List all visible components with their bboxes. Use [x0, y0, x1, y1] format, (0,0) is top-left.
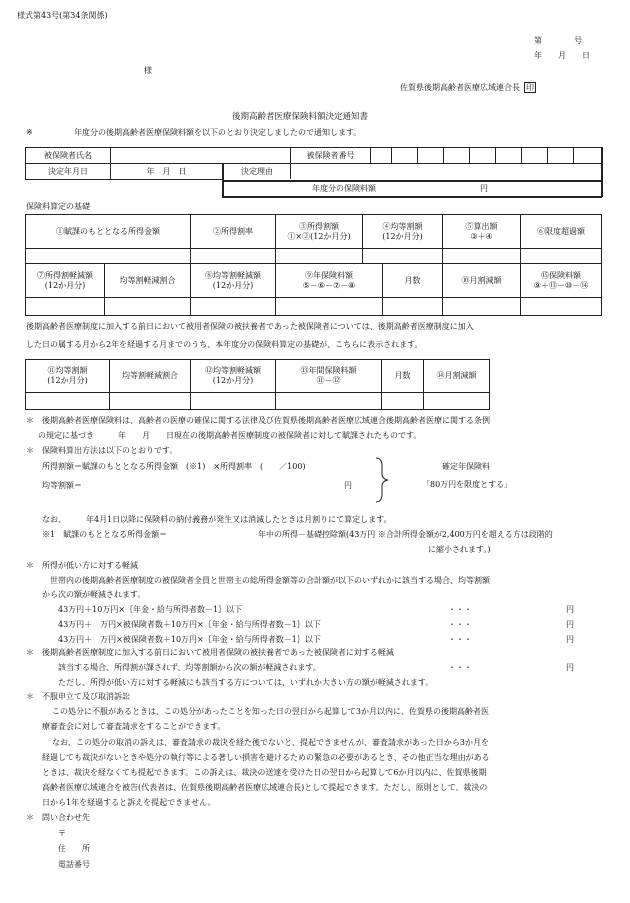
calculated-label: ⑤算出額: [465, 221, 498, 231]
calculated-header: [443, 215, 520, 248]
low-income-row1-dots: ・・・: [448, 605, 472, 614]
intro-mark: ※: [26, 128, 33, 137]
note1-asterisk: ＊: [26, 416, 34, 425]
dep-flat-reduction-header: [191, 360, 275, 392]
issue-date: 年 月 日: [534, 51, 590, 60]
basis-title: 保険料算定の基礎: [26, 202, 90, 211]
dependent-reduction-yen: 円: [566, 663, 574, 672]
dep-annual-premium-formula: ⑪－⑫: [316, 376, 341, 385]
dep-flat-levy-header: [26, 360, 109, 392]
issuer-name: 佐賀県後期高齢者医療広域連合長: [400, 83, 520, 92]
dependent-reduction-dots: ・・・: [448, 663, 472, 672]
note2-asterisk: ＊: [26, 446, 34, 455]
annual-premium-col-label: ⑨年保険料額: [305, 270, 353, 280]
income-rate-header: ②所得割率: [213, 226, 253, 236]
premium-amount-formula: ⑨＋⑬－⑩－⑭: [533, 280, 589, 290]
low-income-title: 所得が低い方に対する軽減: [42, 561, 138, 570]
star1-text2: に縮小されます。): [428, 545, 491, 554]
postal-mark: 〒: [58, 829, 66, 838]
calculated-formula: ③＋④: [470, 231, 493, 241]
addressee: 様: [144, 66, 152, 75]
flat-levy-header: [363, 215, 442, 248]
annual-premium-label: 年度分の保険料額: [312, 184, 376, 193]
dependent-note-line1: 後期高齢者医療制度に加入する前日において被用者保険の被扶養者であった被保険者については、後期高齢者医療制度に加入: [26, 322, 474, 331]
flat-levy-label: ④均等割額: [382, 221, 423, 231]
low-income-asterisk: ＊: [26, 561, 34, 570]
april-note: なお、 年4月1日以降に保険料の納付義務が発生又は消滅したときは月割りにて算定します。: [42, 515, 392, 524]
note2-text: 保険料算出方法は以下のとおりです。: [42, 446, 178, 455]
low-income-row1-yen: 円: [566, 605, 574, 614]
appeal-para2-line5: 日から1年を経過すると訴えを提起できません。: [42, 798, 216, 807]
low-income-row3-yen: 円: [566, 635, 574, 644]
months-header: 月数: [404, 275, 421, 285]
confirmed-premium-limit: 「80万円を限度とする」: [422, 480, 513, 489]
income-basis-header: ①賦課のもととなる所得金額: [56, 226, 160, 236]
decision-date-label: 決定年月日: [48, 166, 88, 176]
income-reduction-header: [26, 264, 104, 297]
premium-amount-header: [521, 264, 601, 297]
appeal-title: 不服申立て及び取消訴訟: [42, 692, 130, 701]
confirmed-premium-label: 確定年保険料: [442, 462, 490, 471]
star1-label: ※1 賦課のもととなる所得金額＝: [42, 530, 168, 539]
flat-reduction-label: ⑧均等割軽減額: [205, 270, 261, 280]
flat-reduction-period: (12か月分): [212, 280, 254, 290]
contact-asterisk: ＊: [26, 813, 34, 822]
premium-amount-label: ⑮保険料額: [541, 270, 581, 280]
seal-stamp: 印: [526, 83, 534, 92]
dep-annual-premium-header: [276, 360, 381, 392]
form-number: 様式第43号(第34条関係): [17, 11, 108, 20]
low-income-desc1: 世帯内の後期高齢者医療制度の被保険者全員と世帯主の総所得金額等の合計額が以下のいずれかに該当する場合、均等割額: [50, 576, 490, 585]
address-label: 住 所: [58, 844, 90, 853]
document-title: 後期高齢者医療保険料額決定通知書: [232, 112, 369, 122]
dep-flat-reduction-label: ⑫均等割軽減額: [205, 366, 261, 375]
appeal-para2-line4: 高齢者医療広域連合を被告(代表者は、佐賀県後期高齢者医療広域連合長)として提起できます。ただし、原則として、裁決の: [42, 783, 488, 792]
income-levy-label: ③所得割額: [299, 221, 339, 231]
dep-annual-premium-label: ⑬年間保険料額: [300, 366, 357, 375]
income-reduction-label: ⑦所得割軽減額: [37, 270, 93, 280]
appeal-para1-line1: この処分に不服があるときは、この処分があったことを知った日の翌日から起算して3か月以内に、佐賀県の後期高齢者医: [52, 707, 490, 716]
document-number: 第 号: [534, 36, 582, 45]
low-income-row3: 43万円＋ 万円×被保険者数＋10万円×｛年金・給与所得者数－1｝以下: [58, 635, 321, 644]
decision-date-value: 年 月 日: [146, 166, 187, 176]
dep-flat-levy-period: (12か月分): [47, 376, 88, 385]
appeal-para2-line3: ときは、裁決を経なくても提起できます。この訴えは、裁決の送達を受けた日の翌日から起算して6か月以内に、佐賀県後期: [42, 768, 487, 777]
contact-title: 問い合わせ先: [42, 813, 90, 822]
issuer: [400, 82, 536, 93]
dependent-reduction-asterisk: ＊: [26, 648, 34, 657]
calc-flat-levy: 均等割額＝: [42, 481, 82, 490]
phone-label: 電話番号: [58, 860, 90, 869]
star1-text: 年中の所得－基礎控除額(43万円 ※合計所得金額が2,400万円を超える方は段階的: [258, 530, 553, 539]
note1-line1: 後期高齢者医療保険料は、高齢者の医療の確保に関する法律及び佐賀県後期高齢者医療広域連合後期高齢者医療に関する条例: [42, 416, 490, 425]
annual-premium-formula: ⑤－⑥－⑦－⑧: [302, 280, 356, 290]
income-levy-header: [276, 215, 362, 248]
appeal-para2-line1: なお、この処分の取消の訴えは、審査請求の裁決を経た後でないと、提起できませんが、審査請求があった日から3か月を: [52, 738, 490, 747]
insured-name-label: 被保険者氏名: [44, 150, 92, 160]
income-levy-formula: ①×②(12か月分): [287, 231, 351, 241]
dependent-reduction-note: ただし、所得が低い方に対する軽減にも該当する方については、いずれか大きい方の額が軽減されます。: [58, 678, 434, 687]
low-income-row2-dots: ・・・: [448, 620, 472, 629]
low-income-row2: 43万円＋ 万円×被保険者数＋10万円×｛年金・給与所得者数－1｝以下: [58, 620, 321, 629]
low-income-desc2: から次の額が軽減されます。: [42, 590, 146, 599]
dep-flat-levy-label: ⑪均等割額: [47, 366, 88, 375]
appeal-para2-line2: 経過しても裁決がないときや処分の執行等による著しい損害を避けるための緊急の必要があるとき、その他正当な理由がある: [42, 753, 490, 762]
dep-reduction-ratio-header: 均等割軽減割合: [122, 371, 178, 380]
calc-income-levy: 所得割額＝賦課のもととなる所得金額 (※1) ×所得割率 ( ／100): [42, 462, 306, 471]
annual-premium-yen: 円: [480, 184, 488, 193]
appeal-asterisk: ＊: [26, 692, 34, 701]
low-income-row2-yen: 円: [566, 620, 574, 629]
flat-reduction-header: [191, 264, 275, 297]
decision-reason-label: 決定理由: [241, 166, 273, 176]
dep-flat-reduction-period: (12か月分): [212, 376, 254, 385]
annual-premium-header: [276, 264, 382, 297]
insured-number-label: 被保険者番号: [306, 150, 355, 160]
monthly-reduction-header: ⑩月割減額: [461, 275, 502, 285]
dep-monthly-reduction-header: ⑭月割減額: [436, 371, 477, 380]
appeal-para1-line2: 療審査会に対して審査請求をすることができます。: [42, 722, 226, 731]
dependent-note-line2: した日の属する月から2年を経過する月までのうち、本年度分の保険料算定の基礎が、こちらに表示されます。: [26, 340, 423, 349]
intro-text: 年度分の後期高齢者医療保険料額を以下のとおり決定しましたので通知します。: [74, 128, 362, 137]
flat-levy-period: (12か月分): [382, 231, 423, 241]
flat-reduction-ratio-header: 均等割軽減割合: [119, 275, 176, 285]
low-income-row1: 43万円＋10万円×｛年金・給与所得者数－1｝以下: [58, 605, 243, 614]
note1-line2: の規定に基づき 年 月 日現在の後期高齢者医療制度の被保険者に対して賦課されたものです。: [38, 431, 422, 440]
brace-icon: [374, 456, 392, 504]
dependent-reduction-title: 後期高齢者医療制度に加入する前日において被用者保険の被扶養者であった被保険者に対する軽減: [42, 648, 394, 657]
income-reduction-period: (12か月分): [44, 280, 86, 290]
over-limit-header: ⑥限度超過額: [537, 226, 585, 236]
calc-flat-yen: 円: [344, 481, 352, 490]
dep-months-header: 月数: [394, 371, 411, 380]
dependent-reduction-desc: 該当する場合、所得割が課されず、均等割額から次の額が軽減されます。: [58, 663, 321, 672]
low-income-row3-dots: ・・・: [448, 635, 472, 644]
